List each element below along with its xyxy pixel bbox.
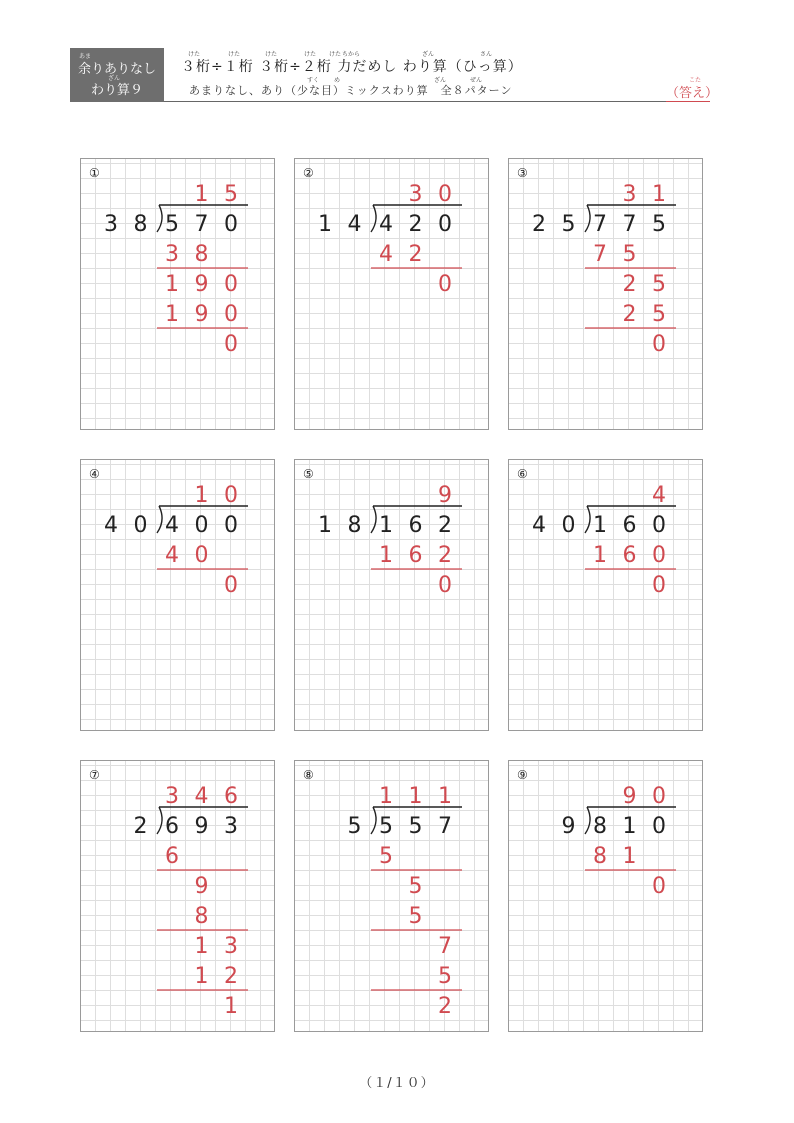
answer-label: （答え） <box>666 86 719 101</box>
work-digit: 7 <box>593 242 607 267</box>
dividend-digit: 5 <box>408 814 423 839</box>
dividend-digit: 5 <box>165 212 179 237</box>
problem-number: ④ <box>89 467 100 481</box>
work-digit: 4 <box>379 242 393 267</box>
work-digit: 0 <box>224 302 238 327</box>
work-digit: 0 <box>438 573 452 598</box>
dividend-digit: 0 <box>652 513 666 538</box>
problem-number: ⑧ <box>303 768 314 782</box>
badge-line-2: わり算９ <box>90 83 143 98</box>
work-digit: 5 <box>622 242 637 267</box>
work-digit: 1 <box>622 844 637 869</box>
division-bracket <box>371 807 376 834</box>
work-digit: 0 <box>224 272 238 297</box>
quotient-digit: 1 <box>194 483 209 508</box>
subtitle-ruby-0: すく <box>307 77 320 84</box>
work-digit: 0 <box>438 272 452 297</box>
dividend-digit: 0 <box>224 513 238 538</box>
work-digit: 1 <box>165 272 179 297</box>
work-digit: 7 <box>438 934 452 959</box>
dividend-digit: 7 <box>593 212 607 237</box>
work-digit: 9 <box>194 272 209 297</box>
work-digit: 2 <box>224 964 238 989</box>
dividend-digit: 2 <box>438 513 452 538</box>
dividend-digit: 0 <box>438 212 452 237</box>
problem-number: ⑦ <box>89 768 100 782</box>
title-ruby-7: さん <box>480 51 493 58</box>
answer-ruby: こた <box>689 77 702 84</box>
division-bracket <box>157 506 162 533</box>
divisor-digit: 8 <box>133 212 148 237</box>
quotient-digit: 3 <box>408 182 423 207</box>
problem-card <box>508 459 703 731</box>
dividend-digit: 0 <box>224 212 238 237</box>
quotient-digit: 3 <box>165 784 179 809</box>
work-digit: 5 <box>652 302 666 327</box>
long-division <box>81 761 276 1033</box>
work-digit: 0 <box>652 874 666 899</box>
quotient-digit: 0 <box>438 182 452 207</box>
long-division <box>509 159 704 431</box>
badge-ruby-zan: ざん <box>108 75 121 82</box>
work-digit: 9 <box>194 302 209 327</box>
division-bracket <box>371 506 376 533</box>
page-number: （１/１０） <box>359 1076 435 1091</box>
work-digit: 1 <box>194 964 209 989</box>
divisor-digit: 2 <box>133 814 148 839</box>
divisor-digit: 1 <box>318 513 332 538</box>
header-underline <box>164 101 710 102</box>
work-digit: 1 <box>379 543 393 568</box>
work-digit: 0 <box>652 573 666 598</box>
work-digit: 5 <box>408 904 423 929</box>
work-digit: 5 <box>438 964 452 989</box>
work-digit: 5 <box>408 874 423 899</box>
divisor-digit: 5 <box>347 814 362 839</box>
work-digit: 6 <box>165 844 179 869</box>
subtitle-ruby-3: ぜん <box>470 77 483 84</box>
dividend-digit: 6 <box>165 814 179 839</box>
title-ruby-2: けた <box>265 51 278 58</box>
work-digit: 0 <box>652 543 666 568</box>
divisor-digit: 9 <box>561 814 576 839</box>
quotient-digit: 1 <box>408 784 423 809</box>
problem-number: ⑤ <box>303 467 314 481</box>
work-digit: 0 <box>224 332 238 357</box>
problem-number: ⑨ <box>517 768 528 782</box>
long-division <box>295 761 490 1033</box>
divisor-digit: 8 <box>347 513 362 538</box>
quotient-digit: 9 <box>438 483 452 508</box>
work-digit: 4 <box>165 543 179 568</box>
badge-ruby-ama: あま <box>79 53 92 60</box>
work-digit: 2 <box>622 302 637 327</box>
division-bracket <box>585 506 590 533</box>
dividend-digit: 9 <box>194 814 209 839</box>
problem-number: ① <box>89 166 100 180</box>
problem-card <box>294 459 489 731</box>
quotient-digit: 9 <box>622 784 637 809</box>
dividend-digit: 5 <box>652 212 666 237</box>
work-digit: 0 <box>224 573 238 598</box>
dividend-digit: 7 <box>622 212 637 237</box>
dividend-digit: 3 <box>224 814 238 839</box>
dividend-digit: 1 <box>622 814 637 839</box>
dividend-digit: 0 <box>652 814 666 839</box>
long-division <box>509 761 704 1033</box>
worksheet-subtitle: あまりなし、あり（少な目）ミックスわり算 全８パターン <box>189 84 513 97</box>
division-bracket <box>585 807 590 834</box>
problem-card <box>80 459 275 731</box>
badge-line-1: 余りありなし <box>77 62 156 77</box>
dividend-digit: 6 <box>622 513 637 538</box>
work-digit: 2 <box>622 272 637 297</box>
divisor-digit: 4 <box>532 513 546 538</box>
work-digit: 9 <box>194 874 209 899</box>
worksheet-title: ３桁÷１桁 ３桁÷２桁 力だめし わり算（ひっ算） <box>181 59 523 75</box>
problem-number: ⑥ <box>517 467 528 481</box>
title-ruby-0: けた <box>188 51 201 58</box>
divisor-digit: 4 <box>347 212 362 237</box>
divisor-digit: 0 <box>133 513 148 538</box>
dividend-digit: 7 <box>194 212 209 237</box>
dividend-digit: 8 <box>593 814 607 839</box>
dividend-digit: 1 <box>593 513 607 538</box>
dividend-digit: 7 <box>438 814 452 839</box>
divisor-digit: 5 <box>561 212 576 237</box>
dividend-digit: 6 <box>408 513 423 538</box>
division-bracket <box>157 205 162 232</box>
work-digit: 6 <box>408 543 423 568</box>
worksheet-badge <box>70 48 164 102</box>
work-digit: 3 <box>165 242 179 267</box>
work-digit: 1 <box>224 994 238 1019</box>
long-division <box>295 460 490 732</box>
dividend-digit: 2 <box>408 212 423 237</box>
work-digit: 5 <box>652 272 666 297</box>
divisor-digit: 0 <box>561 513 576 538</box>
long-division <box>81 159 276 431</box>
quotient-digit: 1 <box>194 182 209 207</box>
problem-card <box>294 158 489 430</box>
quotient-digit: 0 <box>224 483 238 508</box>
title-ruby-6: ざん <box>422 51 435 58</box>
division-bracket <box>585 205 590 232</box>
quotient-digit: 4 <box>194 784 209 809</box>
work-digit: 2 <box>408 242 423 267</box>
problem-number: ③ <box>517 166 528 180</box>
work-digit: 2 <box>438 543 452 568</box>
problem-card <box>80 158 275 430</box>
quotient-digit: 3 <box>622 182 637 207</box>
division-bracket <box>157 807 162 834</box>
subtitle-ruby-2: ざん <box>434 77 447 84</box>
divisor-digit: 4 <box>104 513 118 538</box>
long-division <box>509 460 704 732</box>
title-ruby-5: ちから <box>342 51 361 58</box>
divisor-digit: 3 <box>104 212 118 237</box>
dividend-digit: 1 <box>379 513 393 538</box>
work-digit: 0 <box>194 543 209 568</box>
worksheet-header <box>70 48 719 102</box>
title-ruby-4: けた <box>329 51 342 58</box>
work-digit: 8 <box>593 844 607 869</box>
dividend-digit: 4 <box>379 212 393 237</box>
work-digit: 5 <box>379 844 393 869</box>
problem-card <box>80 760 275 1032</box>
problem-card <box>508 158 703 430</box>
title-ruby-1: けた <box>228 51 241 58</box>
quotient-digit: 1 <box>379 784 393 809</box>
problem-card <box>508 760 703 1032</box>
problem-card <box>294 760 489 1032</box>
work-digit: 1 <box>593 543 607 568</box>
subtitle-ruby-1: め <box>334 77 341 84</box>
quotient-digit: 1 <box>652 182 666 207</box>
quotient-digit: 5 <box>224 182 238 207</box>
dividend-digit: 5 <box>379 814 393 839</box>
long-division <box>81 460 276 732</box>
answer-underline <box>666 101 710 102</box>
work-digit: 2 <box>438 994 452 1019</box>
work-digit: 0 <box>652 332 666 357</box>
work-digit: 1 <box>194 934 209 959</box>
divisor-digit: 2 <box>532 212 546 237</box>
problem-number: ② <box>303 166 314 180</box>
work-digit: 8 <box>194 904 209 929</box>
long-division <box>295 159 490 431</box>
quotient-digit: 0 <box>652 784 666 809</box>
dividend-digit: 0 <box>194 513 209 538</box>
dividend-digit: 4 <box>165 513 179 538</box>
quotient-digit: 4 <box>652 483 666 508</box>
work-digit: 1 <box>165 302 179 327</box>
division-bracket <box>371 205 376 232</box>
divisor-digit: 1 <box>318 212 332 237</box>
work-digit: 8 <box>194 242 209 267</box>
quotient-digit: 6 <box>224 784 238 809</box>
title-ruby-3: けた <box>304 51 317 58</box>
quotient-digit: 1 <box>438 784 452 809</box>
work-digit: 6 <box>622 543 637 568</box>
work-digit: 3 <box>224 934 238 959</box>
